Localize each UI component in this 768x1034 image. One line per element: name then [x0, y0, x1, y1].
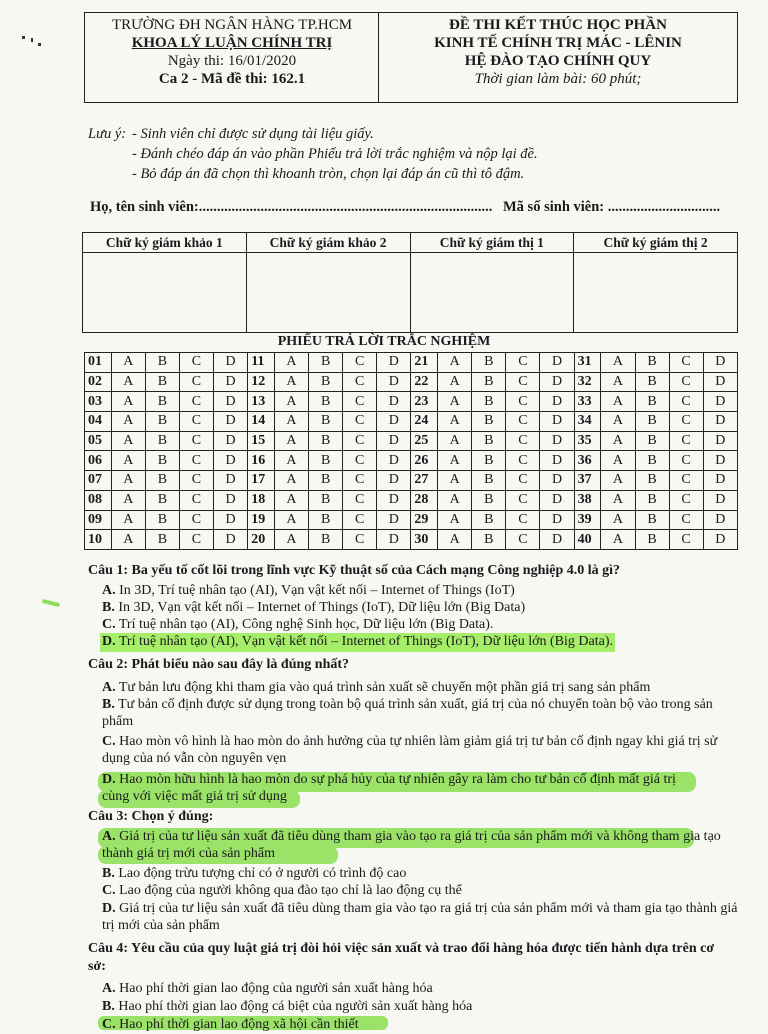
answer-option-cell[interactable]: D: [213, 471, 247, 491]
answer-option-cell[interactable]: B: [635, 372, 669, 392]
answer-option-cell[interactable]: A: [274, 471, 308, 491]
answer-option-cell[interactable]: C: [506, 372, 540, 392]
answer-option-cell[interactable]: D: [540, 530, 574, 550]
answer-option-cell[interactable]: C: [669, 392, 703, 412]
note-line: - Đánh chéo đáp án vào phần Phiếu trả lời trắc nghiệm và nộp lại đề.: [132, 146, 538, 162]
stray-ink-mark: [38, 43, 41, 46]
exam-date: Ngày thi: 16/01/2020: [167, 53, 297, 69]
answer-option-cell[interactable]: C: [179, 471, 213, 491]
answer-option-cell[interactable]: C: [506, 510, 540, 530]
signature-header: Chữ ký giám khảo 2: [246, 233, 410, 253]
signature-box: [83, 253, 247, 333]
answer-option-cell[interactable]: A: [438, 431, 472, 451]
answer-option-cell[interactable]: D: [213, 490, 247, 510]
answer-option-cell[interactable]: D: [377, 392, 411, 412]
answer-row: [85, 451, 738, 471]
option: [102, 600, 525, 617]
answer-grid: [84, 352, 738, 550]
answer-option-cell[interactable]: D: [213, 372, 247, 392]
student-id-field: Mã số sinh viên: ...............................: [503, 199, 721, 215]
answer-row: [85, 431, 738, 451]
answer-option-cell[interactable]: C: [179, 451, 213, 471]
option-mark: A.: [102, 981, 116, 996]
option: [102, 734, 738, 767]
answer-option-cell[interactable]: B: [472, 471, 506, 491]
answer-option-cell[interactable]: B: [635, 412, 669, 432]
answer-option-cell[interactable]: A: [274, 372, 308, 392]
question-number: 04: [85, 412, 112, 432]
answer-option-cell[interactable]: B: [472, 451, 506, 471]
answer-option-cell[interactable]: C: [343, 510, 377, 530]
question-number: 40: [574, 530, 601, 550]
answer-row: [85, 353, 738, 373]
answer-row: [85, 490, 738, 510]
option: [102, 697, 738, 730]
answer-option-cell[interactable]: C: [669, 412, 703, 432]
option: [102, 583, 515, 600]
answer-option-cell[interactable]: B: [145, 451, 179, 471]
option-text: Hao phí thời gian lao động cá biệt của người sản xuất hàng hóa: [118, 999, 473, 1014]
answer-option-cell[interactable]: B: [472, 353, 506, 373]
answer-option-cell[interactable]: D: [377, 412, 411, 432]
answer-option-cell[interactable]: D: [213, 392, 247, 412]
answer-option-cell[interactable]: D: [540, 471, 574, 491]
answer-option-cell[interactable]: B: [145, 471, 179, 491]
question-number: 29: [411, 510, 438, 530]
option-text: Tư bản lưu động khi tham gia vào quá trình sản xuất sẽ chuyển một phần giá trị sang sản phẩm: [118, 680, 651, 695]
option: [102, 999, 472, 1016]
answer-option-cell[interactable]: B: [309, 530, 343, 550]
answer-option-cell[interactable]: A: [601, 431, 635, 451]
answer-option-cell[interactable]: C: [669, 372, 703, 392]
exam-header: [84, 12, 738, 103]
question-number: 01: [85, 353, 112, 373]
answer-option-cell[interactable]: A: [274, 530, 308, 550]
option-text: Lao động trừu tượng chỉ có ở người có trình độ cao: [118, 866, 407, 881]
option-highlighted: [102, 772, 702, 805]
question-number: 13: [248, 392, 275, 412]
answer-option-cell[interactable]: A: [438, 471, 472, 491]
answer-option-cell[interactable]: A: [438, 510, 472, 530]
note-line: - Bỏ đáp án đã chọn thì khoanh tròn, chọn lại đáp án cũ thì tô đậm.: [132, 166, 525, 182]
answer-option-cell[interactable]: C: [179, 392, 213, 412]
answer-option-cell[interactable]: A: [601, 530, 635, 550]
answer-option-cell[interactable]: B: [635, 471, 669, 491]
answer-option-cell[interactable]: C: [506, 392, 540, 412]
answer-option-cell[interactable]: D: [703, 353, 737, 373]
answer-option-cell[interactable]: C: [669, 510, 703, 530]
answer-option-cell[interactable]: C: [343, 412, 377, 432]
answer-option-cell[interactable]: C: [506, 471, 540, 491]
option-mark: C.: [102, 883, 116, 898]
pen-mark: [42, 599, 60, 607]
answer-row: [85, 392, 738, 412]
answer-option-cell[interactable]: B: [472, 412, 506, 432]
question-number: 34: [574, 412, 601, 432]
answer-option-cell[interactable]: C: [179, 490, 213, 510]
option-mark: D.: [102, 772, 116, 787]
option-mark: B.: [102, 866, 115, 881]
answer-row: [85, 530, 738, 550]
option-mark: D.: [102, 634, 116, 649]
answer-option-cell[interactable]: C: [343, 431, 377, 451]
answer-option-cell[interactable]: D: [540, 353, 574, 373]
question-number: 26: [411, 451, 438, 471]
answer-option-cell[interactable]: B: [309, 412, 343, 432]
question-number: 05: [85, 431, 112, 451]
answer-option-cell[interactable]: C: [343, 530, 377, 550]
answer-option-cell[interactable]: D: [540, 451, 574, 471]
answer-option-cell[interactable]: C: [506, 353, 540, 373]
answer-option-cell[interactable]: B: [635, 510, 669, 530]
option: [102, 680, 738, 697]
option-text: Giá trị của tư liệu sản xuất đã tiêu dùng tham gia vào tạo ra giá trị của sản phẩm mới và tham gia tạo thành giá trị mới của sản phẩm: [102, 901, 738, 933]
answer-option-cell[interactable]: B: [145, 392, 179, 412]
option-text: Giá trị của tư liệu sản xuất đã tiêu dùng tham gia vào tạo ra giá trị của sản phẩm mới và không tham gia tạo thành giá trị mới của sản phẩm: [102, 829, 721, 861]
answer-option-cell[interactable]: D: [377, 372, 411, 392]
question-number: 25: [411, 431, 438, 451]
answer-option-cell[interactable]: C: [179, 530, 213, 550]
answer-option-cell[interactable]: B: [472, 510, 506, 530]
option-text: In 3D, Vạn vật kết nối – Internet of Things (IoT), Dữ liệu lớn (Big Data): [118, 600, 526, 615]
answer-option-cell[interactable]: A: [438, 353, 472, 373]
answer-row: [85, 412, 738, 432]
answer-option-cell[interactable]: D: [377, 510, 411, 530]
answer-option-cell[interactable]: B: [145, 530, 179, 550]
option: [102, 981, 433, 998]
answer-option-cell[interactable]: D: [540, 372, 574, 392]
question-number: 23: [411, 392, 438, 412]
answer-option-cell[interactable]: D: [703, 412, 737, 432]
answer-option-cell[interactable]: A: [111, 451, 145, 471]
option-text: Tư bản cố định được sử dụng trong toàn bộ quá trình sản xuất, giá trị của nó chuyển toàn bộ vào trong sản phẩm: [102, 697, 713, 729]
answer-sheet-title: PHIẾU TRẢ LỜI TRẮC NGHIỆM: [277, 334, 491, 349]
answer-option-cell[interactable]: B: [472, 372, 506, 392]
answer-option-cell[interactable]: A: [274, 412, 308, 432]
answer-option-cell[interactable]: A: [438, 451, 472, 471]
answer-option-cell[interactable]: D: [377, 530, 411, 550]
signature-box: [246, 253, 410, 333]
answer-option-cell[interactable]: A: [111, 490, 145, 510]
answer-option-cell[interactable]: C: [343, 451, 377, 471]
answer-option-cell[interactable]: B: [309, 490, 343, 510]
answer-option-cell[interactable]: A: [601, 490, 635, 510]
signature-header: Chữ ký giám thị 2: [574, 233, 738, 253]
answer-option-cell[interactable]: A: [601, 510, 635, 530]
option-highlighted: [100, 633, 615, 652]
question-number: 38: [574, 490, 601, 510]
option-highlighted: [102, 1017, 359, 1034]
answer-option-cell[interactable]: A: [111, 471, 145, 491]
question-number: 02: [85, 372, 112, 392]
answer-option-cell[interactable]: C: [669, 530, 703, 550]
question-number: 22: [411, 372, 438, 392]
answer-option-cell[interactable]: B: [472, 490, 506, 510]
option: [102, 883, 462, 900]
answer-row: [85, 510, 738, 530]
answer-option-cell[interactable]: D: [703, 372, 737, 392]
answer-option-cell[interactable]: A: [274, 510, 308, 530]
option-highlighted: [102, 829, 738, 862]
signature-table: [82, 232, 738, 333]
answer-option-cell[interactable]: D: [703, 490, 737, 510]
answer-option-cell[interactable]: B: [635, 451, 669, 471]
question-number: 36: [574, 451, 601, 471]
answer-option-cell[interactable]: D: [703, 530, 737, 550]
signature-box: [574, 253, 738, 333]
exam-title: ĐỀ THI KẾT THÚC HỌC PHẦN: [449, 17, 667, 33]
question-title: Câu 3: Chọn ý đúng:: [88, 809, 214, 824]
answer-option-cell[interactable]: D: [213, 412, 247, 432]
answer-option-cell[interactable]: D: [213, 510, 247, 530]
answer-option-cell[interactable]: C: [506, 451, 540, 471]
option: [102, 866, 406, 883]
answer-option-cell[interactable]: D: [213, 530, 247, 550]
answer-option-cell[interactable]: C: [179, 431, 213, 451]
answer-option-cell[interactable]: C: [669, 471, 703, 491]
note-line: - Sinh viên chỉ được sử dụng tài liệu giấy.: [132, 126, 374, 142]
answer-option-cell[interactable]: A: [438, 372, 472, 392]
answer-option-cell[interactable]: A: [601, 471, 635, 491]
answer-option-cell[interactable]: D: [703, 471, 737, 491]
answer-option-cell[interactable]: B: [635, 353, 669, 373]
answer-option-cell[interactable]: A: [111, 353, 145, 373]
answer-option-cell[interactable]: B: [145, 372, 179, 392]
school-name: TRƯỜNG ĐH NGÂN HÀNG TP.HCM: [111, 17, 353, 33]
question-number: 35: [574, 431, 601, 451]
option-text: Trí tuệ nhân tạo (AI), Vạn vật kết nối – Internet of Things (IoT), Dữ liệu lớn (Big Data).: [118, 634, 614, 649]
question-number: 11: [248, 353, 275, 373]
option-mark: C.: [102, 1017, 116, 1032]
answer-option-cell[interactable]: B: [145, 510, 179, 530]
question-number: 14: [248, 412, 275, 432]
answer-option-cell[interactable]: D: [377, 471, 411, 491]
option-text: Hao mòn hữu hình là hao mòn do sự phá hủy của tự nhiên gây ra làm cho tư bản cố định mất giá trị cùng với việc mất giá trị sử dụng: [102, 772, 676, 804]
question-title: Câu 4: Yêu cầu của quy luật giá trị đòi hỏi việc sản xuất và trao đổi hàng hóa được tiến hành dựa trên cơ sở:: [88, 941, 715, 974]
answer-option-cell[interactable]: C: [343, 372, 377, 392]
student-name-field: Họ, tên sinh viên:.................................................................................: [90, 199, 493, 215]
answer-option-cell[interactable]: A: [111, 510, 145, 530]
answer-option-cell[interactable]: C: [343, 471, 377, 491]
option-text: Hao mòn vô hình là hao mòn do ảnh hưởng của tự nhiên làm giảm giá trị tư bản cố định ngay khi giá trị sử dụng của nó vẫn còn nguyên vẹn: [102, 734, 718, 766]
answer-option-cell[interactable]: A: [111, 392, 145, 412]
question-number: 21: [411, 353, 438, 373]
question-number: 31: [574, 353, 601, 373]
signature-header: Chữ ký giám khảo 1: [83, 233, 247, 253]
answer-option-cell[interactable]: B: [145, 431, 179, 451]
signature-header: Chữ ký giám thị 1: [410, 233, 574, 253]
answer-option-cell[interactable]: B: [309, 353, 343, 373]
question-number: 27: [411, 471, 438, 491]
answer-option-cell[interactable]: C: [343, 490, 377, 510]
question-number: 07: [85, 471, 112, 491]
answer-option-cell[interactable]: A: [274, 490, 308, 510]
answer-option-cell[interactable]: D: [213, 451, 247, 471]
answer-option-cell[interactable]: A: [438, 412, 472, 432]
question-number: 37: [574, 471, 601, 491]
answer-option-cell[interactable]: C: [669, 353, 703, 373]
question-number: 10: [85, 530, 112, 550]
answer-option-cell[interactable]: C: [669, 490, 703, 510]
option-mark: A.: [102, 680, 116, 695]
faculty-name: KHOA LÝ LUẬN CHÍNH TRỊ: [131, 35, 333, 51]
answer-option-cell[interactable]: C: [506, 490, 540, 510]
answer-option-cell[interactable]: A: [601, 451, 635, 471]
answer-option-cell[interactable]: C: [179, 353, 213, 373]
course-name: KINH TẾ CHÍNH TRỊ MÁC - LÊNIN: [434, 35, 682, 51]
option-text: In 3D, Trí tuệ nhân tạo (AI), Vạn vật kết nối – Internet of Things (IoT): [119, 583, 515, 598]
stray-ink-mark: [31, 38, 33, 42]
question-number: 06: [85, 451, 112, 471]
question-number: 30: [411, 530, 438, 550]
answer-option-cell[interactable]: D: [540, 510, 574, 530]
question-title: Câu 1: Ba yếu tố cốt lõi trong lĩnh vực Kỹ thuật số của Cách mạng Công nghiệp 4.0 là gì?: [88, 563, 621, 578]
answer-option-cell[interactable]: D: [213, 353, 247, 373]
answer-option-cell[interactable]: D: [540, 431, 574, 451]
answer-option-cell[interactable]: B: [635, 490, 669, 510]
question-number: 32: [574, 372, 601, 392]
answer-option-cell[interactable]: D: [703, 431, 737, 451]
question-number: 16: [248, 451, 275, 471]
stray-ink-mark: [22, 36, 25, 39]
question-number: 39: [574, 510, 601, 530]
notes-label: Lưu ý:: [88, 126, 127, 142]
answer-option-cell[interactable]: D: [377, 451, 411, 471]
option-text: Hao phí thời gian lao động của người sản xuất hàng hóa: [119, 981, 433, 996]
option-text: Trí tuệ nhân tạo (AI), Công nghệ Sinh học, Dữ liệu lớn (Big Data).: [118, 617, 494, 632]
option-mark: A.: [102, 829, 116, 844]
answer-option-cell[interactable]: A: [111, 412, 145, 432]
answer-option-cell[interactable]: C: [179, 372, 213, 392]
answer-option-cell[interactable]: D: [377, 431, 411, 451]
answer-option-cell[interactable]: A: [438, 392, 472, 412]
answer-option-cell[interactable]: C: [506, 412, 540, 432]
option-text: Hao phí thời gian lao động xã hội cần thiết: [119, 1017, 359, 1032]
question-number: 18: [248, 490, 275, 510]
answer-option-cell[interactable]: A: [601, 372, 635, 392]
answer-option-cell[interactable]: B: [309, 451, 343, 471]
answer-option-cell[interactable]: B: [309, 431, 343, 451]
answer-option-cell[interactable]: B: [472, 530, 506, 550]
question-number: 08: [85, 490, 112, 510]
option-mark: A.: [102, 583, 116, 598]
answer-option-cell[interactable]: B: [635, 392, 669, 412]
answer-option-cell[interactable]: A: [274, 451, 308, 471]
exam-code: Ca 2 - Mã đề thi: 162.1: [158, 71, 306, 87]
option-mark: C.: [102, 617, 116, 632]
option-mark: D.: [102, 901, 116, 916]
answer-option-cell[interactable]: B: [635, 530, 669, 550]
answer-option-cell[interactable]: A: [274, 353, 308, 373]
exam-duration: Thời gian làm bài: 60 phút;: [474, 71, 642, 87]
option-mark: B.: [102, 600, 115, 615]
option-text: Lao động của người không qua đào tạo chỉ là lao động cụ thể: [119, 883, 462, 898]
option: [102, 901, 738, 934]
answer-option-cell[interactable]: B: [472, 431, 506, 451]
question-number: 15: [248, 431, 275, 451]
answer-option-cell[interactable]: A: [438, 490, 472, 510]
answer-option-cell[interactable]: B: [309, 392, 343, 412]
question-number: 17: [248, 471, 275, 491]
answer-option-cell[interactable]: D: [703, 510, 737, 530]
answer-option-cell[interactable]: B: [635, 431, 669, 451]
answer-option-cell[interactable]: C: [669, 431, 703, 451]
answer-option-cell[interactable]: C: [343, 392, 377, 412]
question-number: 28: [411, 490, 438, 510]
question-number: 19: [248, 510, 275, 530]
answer-option-cell[interactable]: D: [703, 392, 737, 412]
answer-option-cell[interactable]: D: [377, 353, 411, 373]
answer-option-cell[interactable]: A: [111, 431, 145, 451]
answer-option-cell[interactable]: A: [438, 530, 472, 550]
answer-option-cell[interactable]: A: [601, 392, 635, 412]
question-number: 12: [248, 372, 275, 392]
answer-option-cell[interactable]: B: [309, 510, 343, 530]
answer-option-cell[interactable]: B: [145, 412, 179, 432]
answer-option-cell[interactable]: D: [703, 451, 737, 471]
answer-option-cell[interactable]: B: [309, 471, 343, 491]
answer-option-cell[interactable]: B: [145, 490, 179, 510]
answer-option-cell[interactable]: C: [179, 412, 213, 432]
option: [102, 617, 493, 634]
program-name: HỆ ĐÀO TẠO CHÍNH QUY: [464, 53, 652, 69]
answer-option-cell[interactable]: A: [601, 353, 635, 373]
answer-option-cell[interactable]: A: [274, 392, 308, 412]
answer-option-cell[interactable]: B: [145, 353, 179, 373]
answer-option-cell[interactable]: D: [377, 490, 411, 510]
option-mark: B.: [102, 999, 115, 1014]
answer-option-cell[interactable]: C: [506, 530, 540, 550]
answer-option-cell[interactable]: B: [472, 392, 506, 412]
answer-option-cell[interactable]: A: [111, 372, 145, 392]
signature-box: [410, 253, 574, 333]
question-number: 20: [248, 530, 275, 550]
answer-option-cell[interactable]: C: [506, 431, 540, 451]
answer-option-cell[interactable]: C: [669, 451, 703, 471]
question-number: 24: [411, 412, 438, 432]
answer-option-cell[interactable]: A: [274, 431, 308, 451]
question-number: 03: [85, 392, 112, 412]
answer-option-cell[interactable]: D: [540, 490, 574, 510]
question-title: Câu 2: Phát biểu nào sau đây là đúng nhất?: [88, 657, 350, 672]
answer-option-cell[interactable]: C: [179, 510, 213, 530]
answer-row: [85, 372, 738, 392]
answer-option-cell[interactable]: A: [601, 412, 635, 432]
answer-option-cell[interactable]: D: [213, 431, 247, 451]
answer-option-cell[interactable]: A: [111, 530, 145, 550]
answer-option-cell[interactable]: B: [309, 372, 343, 392]
option-mark: B.: [102, 697, 115, 712]
answer-option-cell[interactable]: D: [540, 412, 574, 432]
question-number: 33: [574, 392, 601, 412]
answer-option-cell[interactable]: D: [540, 392, 574, 412]
answer-option-cell[interactable]: C: [343, 353, 377, 373]
question-number: 09: [85, 510, 112, 530]
answer-row: [85, 471, 738, 491]
option-mark: C.: [102, 734, 116, 749]
